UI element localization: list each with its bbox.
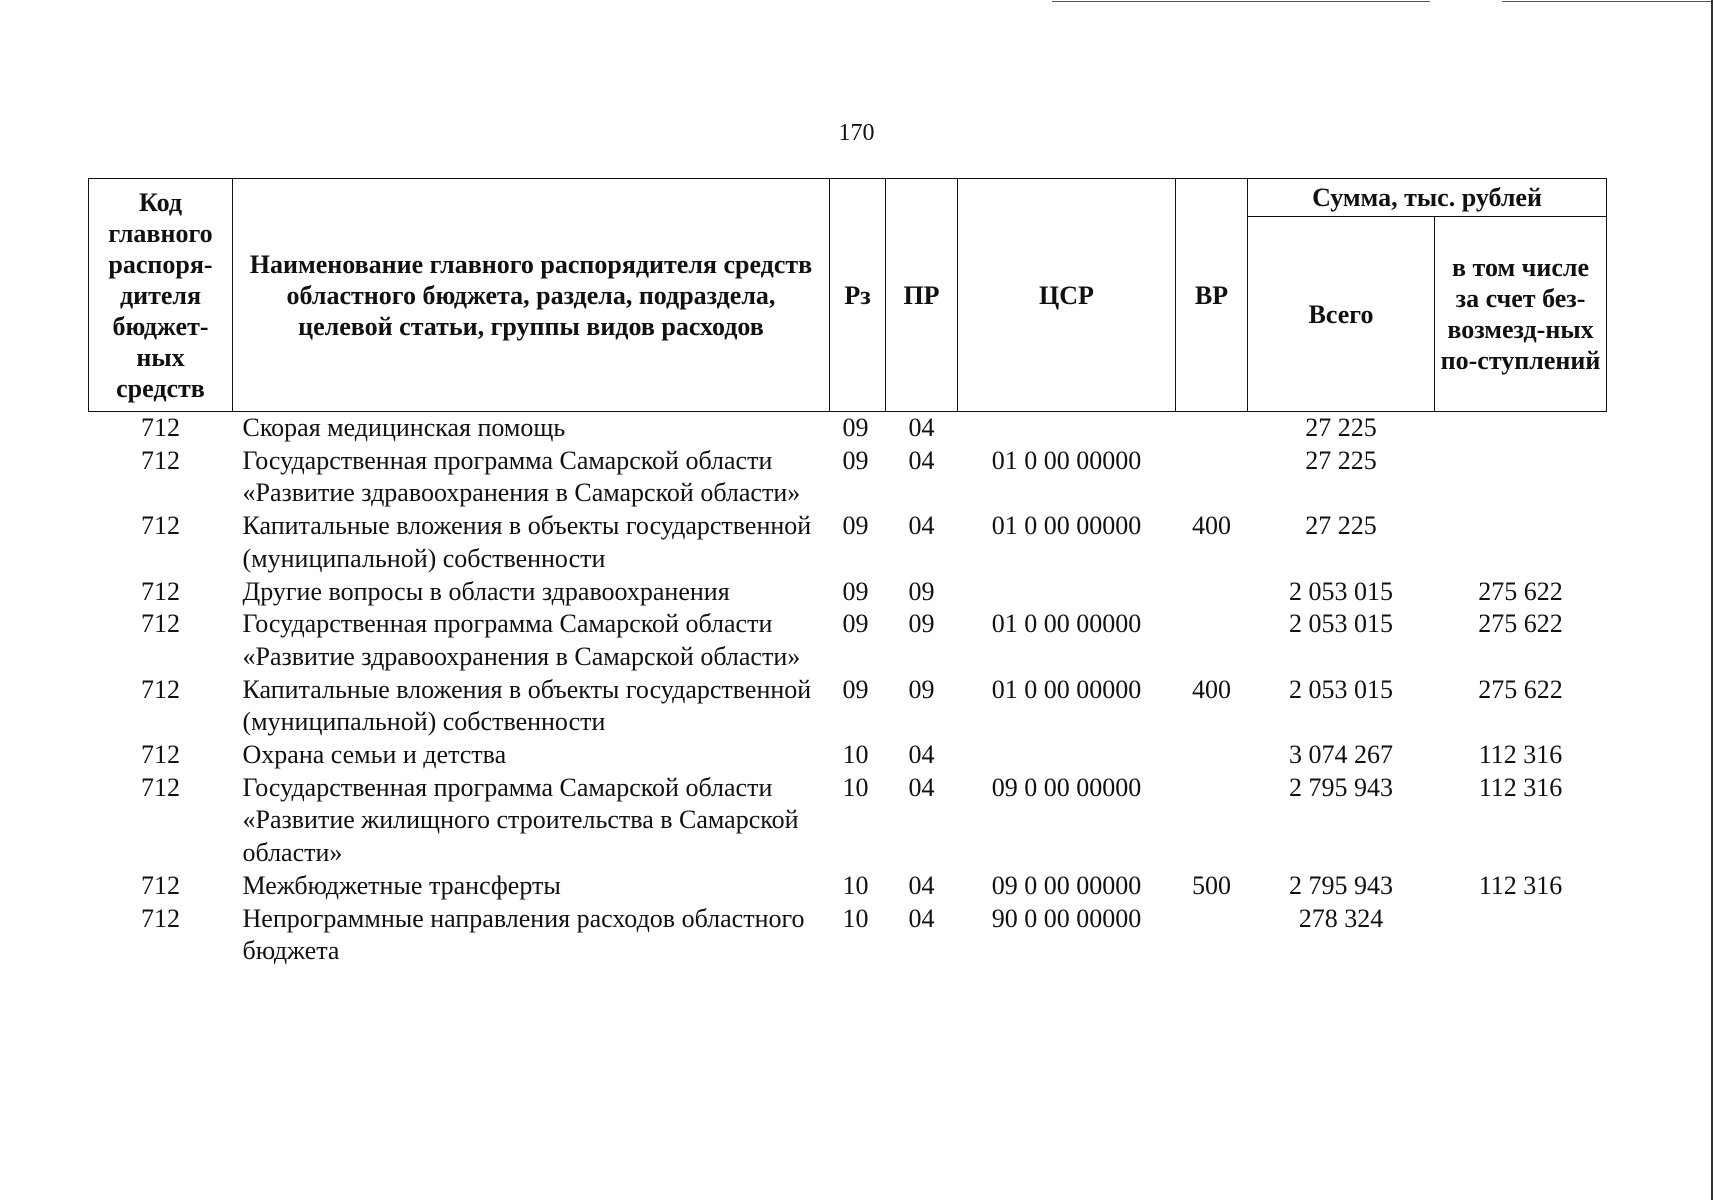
cell-csr [958, 412, 1176, 445]
header-csr: ЦСР [958, 179, 1176, 412]
cell-csr: 90 0 00 00000 [991, 903, 1142, 933]
cell-code: 712 [141, 870, 180, 900]
cell-total: 2 053 015 [1289, 609, 1393, 639]
cell-total: 2 053 015 [1289, 674, 1393, 704]
cell-total: 278 324 [1298, 903, 1384, 933]
cell-code: 712 [141, 511, 180, 541]
header-code: Код главного распоря-дителя бюджет-ных средств [89, 179, 233, 412]
cell-free [1435, 903, 1607, 968]
cell-code: 712 [141, 445, 180, 475]
cell-vr: 500 [1192, 870, 1231, 900]
cell-name: Непрограммные направления расходов областного бюджета [242, 903, 805, 966]
cell-free [1435, 445, 1607, 510]
cell-free: 112 316 [1478, 772, 1563, 802]
cell-name: Капитальные вложения в объекты государственной (муниципальной) собственности [242, 511, 812, 573]
cell-name: Охрана семьи и детства [242, 740, 507, 770]
scan-edge-line [1502, 1, 1713, 2]
page-number: 170 [838, 120, 875, 146]
cell-name: Государственная программа Самарской области «Развитие здравоохранения в Самарской области» [242, 445, 801, 508]
table-row [89, 903, 1607, 968]
cell-free: 275 622 [1478, 609, 1563, 639]
cell-csr: 09 0 00 00000 [991, 772, 1142, 802]
header-sum: Сумма, тыс. рублей [1248, 179, 1607, 217]
cell-pr: 09 [908, 576, 935, 606]
cell-total: 3 074 267 [1289, 740, 1393, 770]
cell-code: 712 [141, 740, 180, 770]
cell-vr [1176, 445, 1248, 510]
cell-free [1435, 412, 1607, 445]
header-free: в том числе за счет без-возмезд-ных по-ступлений [1435, 217, 1607, 412]
cell-vr [1176, 608, 1248, 673]
cell-free: 275 622 [1478, 674, 1563, 704]
cell-total: 2 795 943 [1289, 772, 1393, 802]
table-row [89, 674, 1607, 739]
table-body [89, 412, 1607, 968]
cell-pr: 04 [908, 511, 935, 541]
cell-vr: 400 [1192, 674, 1231, 704]
cell-name: Государственная программа Самарской области «Развитие здравоохранения в Самарской области» [242, 609, 801, 671]
cell-pr: 04 [908, 903, 935, 933]
cell-csr: 01 0 00 00000 [991, 511, 1142, 541]
cell-pr: 09 [908, 674, 935, 704]
budget-table [88, 178, 1607, 968]
table-row [89, 445, 1607, 510]
table-row [89, 608, 1607, 673]
header-pr: ПР [886, 179, 958, 412]
cell-name: Скорая медицинская помощь [242, 413, 566, 442]
cell-csr: 09 0 00 00000 [991, 870, 1142, 900]
cell-vr [1176, 412, 1248, 445]
cell-free: 112 316 [1478, 740, 1563, 770]
cell-total: 2 053 015 [1289, 576, 1393, 606]
cell-csr: 01 0 00 00000 [991, 674, 1142, 704]
cell-name: Государственная программа Самарской области «Развитие жилищного строительства в Самарской области» [242, 772, 799, 868]
header-name: Наименование главного распорядителя средств областного бюджета, раздела, подраздела, целевой статьи, группы видов расходов [233, 179, 830, 412]
cell-code: 712 [141, 609, 180, 639]
cell-code: 712 [141, 674, 180, 704]
header-rz: Рз [830, 179, 886, 412]
header-vr: ВР [1176, 179, 1248, 412]
cell-pr: 04 [908, 445, 935, 475]
cell-free: 275 622 [1478, 576, 1563, 606]
table-row [89, 772, 1607, 870]
cell-rz: 09 [842, 674, 869, 704]
cell-name: Другие вопросы в области здравоохранения [242, 576, 730, 606]
cell-name: Капитальные вложения в объекты государственной (муниципальной) собственности [242, 674, 812, 737]
table-row [89, 412, 1607, 445]
cell-vr: 400 [1192, 511, 1231, 541]
cell-rz: 09 [842, 609, 869, 639]
cell-csr [958, 739, 1176, 772]
cell-pr: 09 [908, 609, 935, 639]
cell-rz: 09 [842, 576, 869, 606]
cell-rz: 10 [842, 903, 869, 933]
table-row [89, 576, 1607, 609]
cell-pr: 04 [908, 413, 935, 442]
cell-total: 27 225 [1305, 413, 1377, 442]
table-header [89, 179, 1607, 412]
table-row [89, 870, 1607, 903]
table-row [89, 739, 1607, 772]
cell-code: 712 [141, 413, 180, 442]
cell-code: 712 [141, 772, 180, 802]
cell-free: 112 316 [1478, 870, 1563, 900]
cell-total: 2 795 943 [1289, 870, 1393, 900]
cell-pr: 04 [908, 772, 935, 802]
cell-rz: 09 [842, 511, 869, 541]
cell-csr: 01 0 00 00000 [991, 609, 1142, 639]
cell-total: 27 225 [1305, 511, 1377, 541]
cell-vr [1176, 739, 1248, 772]
cell-vr [1176, 903, 1248, 968]
header-total: Всего [1248, 217, 1435, 412]
cell-free [1435, 510, 1607, 575]
cell-csr: 01 0 00 00000 [991, 445, 1142, 475]
cell-pr: 04 [908, 740, 935, 770]
cell-rz: 09 [842, 445, 869, 475]
cell-vr [1176, 772, 1248, 870]
cell-rz: 10 [842, 772, 869, 802]
cell-name: Межбюджетные трансферты [242, 870, 561, 900]
cell-code: 712 [141, 903, 180, 933]
cell-total: 27 225 [1305, 445, 1377, 475]
cell-csr [958, 576, 1176, 609]
cell-vr [1176, 576, 1248, 609]
table-row [89, 510, 1607, 575]
cell-rz: 09 [842, 413, 869, 442]
cell-pr: 04 [908, 870, 935, 900]
cell-code: 712 [141, 576, 180, 606]
scan-edge-line [1052, 1, 1430, 2]
cell-rz: 10 [842, 740, 869, 770]
cell-rz: 10 [842, 870, 869, 900]
